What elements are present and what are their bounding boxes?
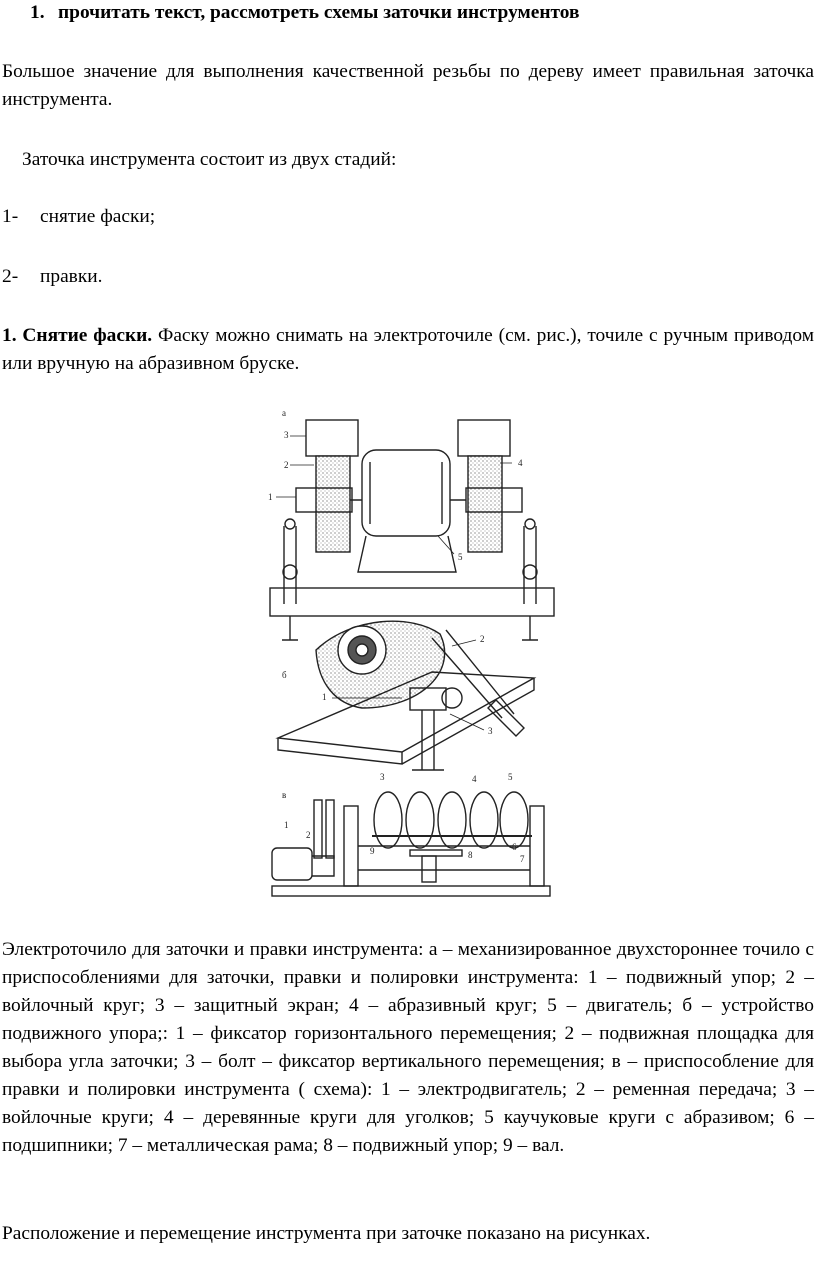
sharpener-figure [262,408,562,908]
stage-item-2 [2,266,102,288]
label-b2: 2 [480,634,485,644]
label-c8: 8 [468,850,473,860]
label-c5: 5 [508,772,513,782]
label-c4: 4 [472,774,477,784]
heading-number: 1. [30,2,45,23]
stages-intro: Заточка инструмента состоит из двух стадий: [22,149,397,170]
panel-a-label: а [282,408,286,418]
stage-text: правки. [40,266,103,287]
label-b3: 3 [488,726,493,736]
label-b1: 1 [322,692,327,702]
label-c3: 3 [380,772,385,782]
section1-paragraph [2,322,814,378]
label-a4: 4 [518,458,523,468]
figure-caption: Электроточило для заточки и правки инструмента: а – механизированное двухстороннее точило с приспособлениями для заточки, правки и полировки инструмента: 1 – подвижный упор; 2 – войлочный круг; 3 – защитный экран; 4 – абразивный круг; 5 – двигатель; б – устройство подвижного упора;: 1 – фиксатор горизонтального перемещения; 2 – подвижная площадка для выбора угла заточки; 3 – болт – фиксатор вертикального перемещения; в – приспособление для правки и полировки инструмента ( схема): 1 – электродвигатель; 2 – ременная передача; 3 – войлочные круги; 4 – деревянные круги для уголков; 5 каучуковые круги с абразивом; 6 – подшипники; 7 – металлическая рама; 8 – подвижный упор; 9 – вал. [2,939,814,1156]
closing-paragraph: Расположение и перемещение инструмента при заточке показано на рисунках. [2,1223,651,1244]
section1-text: Фаску можно снимать на электроточиле (см. рис.), точиле с ручным приводом или вручную на абразивном бруске. [2,325,814,374]
section-heading [30,2,579,24]
label-c6: 6 [512,842,517,852]
label-a1: 1 [268,492,273,502]
section1-title: 1. Снятие фаски. [2,325,153,346]
stage-item-1 [2,206,155,228]
panel-b-label: б [282,670,287,680]
panel-c-drawing [272,792,550,896]
label-a2: 2 [284,460,289,470]
stage-number: 2- [2,266,19,287]
label-a5: 5 [458,552,463,562]
panel-c-label: в [282,790,287,800]
label-a3: 3 [284,430,289,440]
label-c9: 9 [370,846,375,856]
label-c7: 7 [520,854,525,864]
panel-b-drawing [278,621,534,770]
heading-text: прочитать текст, рассмотреть схемы заточки инструментов [58,2,580,23]
label-c2: 2 [306,830,311,840]
panel-a-drawing [270,420,554,640]
stage-number: 1- [2,206,19,227]
label-c1: 1 [284,820,289,830]
intro-paragraph: Большое значение для выполнения качественной резьбы по дереву имеет правильная заточка инструмента. [2,61,814,110]
stage-text: снятие фаски; [40,206,156,227]
